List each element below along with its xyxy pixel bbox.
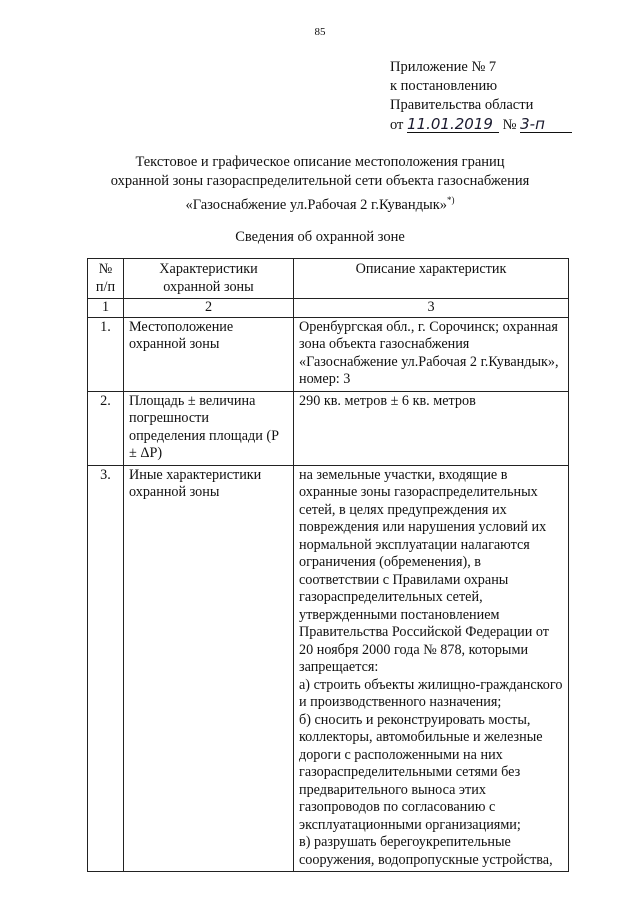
document-title	[0, 153, 640, 215]
col-number-3: 3	[294, 299, 569, 318]
table-row	[88, 391, 569, 465]
header-num: № п/п	[88, 259, 124, 299]
row-num: 1.	[88, 317, 124, 391]
title-line-2: охранной зоны газораспределительной сети объекта газоснабжения	[110, 173, 530, 189]
appendix-line-3: Правительства области	[390, 97, 534, 113]
header-characteristic: Характеристики охранной зоны	[124, 259, 294, 299]
number-label: №	[502, 117, 517, 133]
table-row	[88, 465, 569, 872]
from-label: от	[390, 117, 404, 133]
appendix-line-2: к постановлению	[390, 78, 498, 94]
title-line-3	[0, 191, 640, 215]
row-description: 290 кв. метров ± 6 кв. метров	[294, 391, 569, 465]
row-characteristic: Местоположение охранной зоны	[124, 317, 294, 391]
appendix-line-1: Приложение № 7	[390, 59, 497, 75]
row-description: Оренбургская обл., г. Сорочинск; охранная зона объекта газоснабжения «Газоснабжение ул.Рабочая 2 г.Кувандык», номер: 3	[294, 317, 569, 391]
footnote-mark: *)	[447, 195, 455, 205]
column-number-row	[88, 299, 569, 318]
row-characteristic: Площадь ± величина погрешности определения площади (P ± ΔP)	[124, 391, 294, 465]
appendix-block	[390, 58, 572, 135]
title-line-3-text: «Газоснабжение ул.Рабочая 2 г.Кувандык»	[185, 196, 448, 213]
table-header-row	[88, 259, 569, 299]
zone-info-table	[87, 258, 569, 872]
handwritten-number: 3-п	[520, 115, 572, 134]
col-number-2: 2	[124, 299, 294, 318]
table-row	[88, 317, 569, 391]
page-number: 85	[314, 26, 326, 38]
handwritten-date: 11.01.2019	[407, 115, 499, 134]
appendix-date-line	[390, 115, 572, 135]
title-line-1: Текстовое и графическое описание местоположения границ	[135, 154, 505, 170]
row-characteristic: Иные характеристики охранной зоны	[124, 465, 294, 872]
row-num: 2.	[88, 391, 124, 465]
row-num: 3.	[88, 465, 124, 872]
col-number-1: 1	[88, 299, 124, 318]
header-description: Описание характеристик	[294, 259, 569, 299]
section-subtitle: Сведения об охранной зоне	[235, 229, 405, 245]
row-description: на земельные участки, входящие в охранные зоны газораспределительных сетей, в целях предупреждения их повреждения или нарушения условий их нормальной эксплуатации налагаются ограничения (обременения), в соответствии с Правилами охраны газораспределительных сетей, утвержденными постановлением Правительства Российской Федерации от 20 ноября 2000 года № 878, которыми запрещается: а) строить объекты жилищно-гражданского и производственного назначения; б) сносить и реконструировать мосты, коллекторы, автомобильные и железные дороги с расположенными на них газораспределительными сетями без предварительного выноса этих газопроводов по согласованию с эксплуатационными организациями; в) разрушать берегоукрепительные сооружения, водопропускные устройства,	[294, 465, 569, 872]
